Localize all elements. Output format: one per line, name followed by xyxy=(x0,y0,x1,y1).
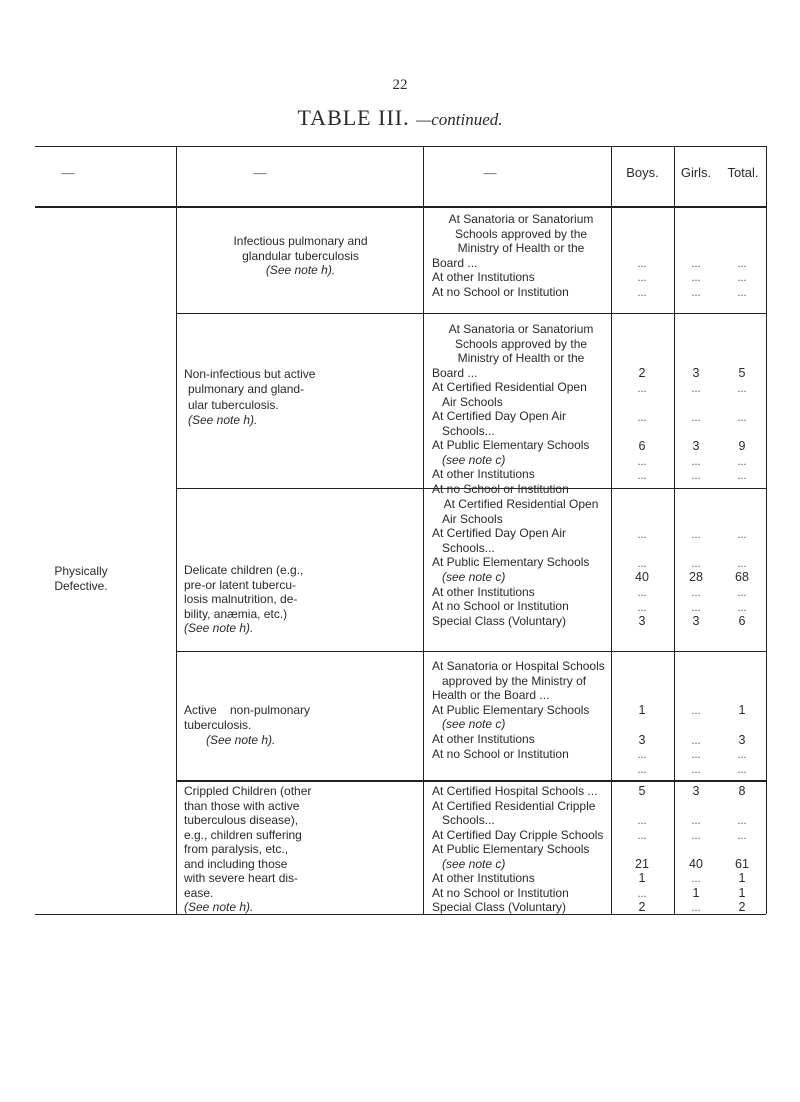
cell-total: 68 xyxy=(735,570,749,584)
col-rule-3 xyxy=(611,146,612,914)
cell-boys: ... xyxy=(637,556,647,570)
placement-line: At Public Elementary Schools xyxy=(432,702,590,717)
placement-line: At other Institutions xyxy=(432,584,535,599)
page-number: 22 xyxy=(392,77,408,93)
cell-boys: 1 xyxy=(638,871,646,885)
cell-total: ... xyxy=(737,410,747,424)
cell-girls: ... xyxy=(691,556,701,570)
group-2-description xyxy=(184,367,419,429)
header-dash-2: — xyxy=(253,165,267,180)
desc-line: from paralysis, etc., xyxy=(184,842,289,856)
desc-line: pulmonary and gland- xyxy=(188,382,305,397)
cell-total: 6 xyxy=(738,614,746,628)
header-dash-3: — xyxy=(483,165,497,180)
placement-line: Schools... xyxy=(442,423,495,438)
cell-girls: 3 xyxy=(692,614,700,628)
desc-line: Non-infectious but active xyxy=(184,367,316,381)
placement-line: Special Class (Voluntary) xyxy=(432,900,567,914)
placement-line: (see note c) xyxy=(442,717,506,732)
cell-total: 61 xyxy=(735,857,749,871)
cell-boys: 3 xyxy=(638,614,646,628)
desc-line: Active non-pulmonary xyxy=(184,703,311,717)
placement-line: Health or the Board ... xyxy=(432,688,550,703)
cell-girls: 1 xyxy=(692,886,700,900)
cell-boys: ... xyxy=(637,256,647,270)
cell-total: ... xyxy=(737,527,747,541)
desc-line: Crippled Children (other xyxy=(184,784,312,798)
cell-total: 9 xyxy=(738,439,746,453)
cell-boys: ... xyxy=(637,828,647,842)
placement-line: Schools approved by the xyxy=(454,336,588,351)
cell-girls: ... xyxy=(691,468,701,482)
placement-line: At Certified Residential Open xyxy=(432,380,587,394)
cell-girls: 3 xyxy=(692,784,700,798)
placement-line: At Certified Day Open Air xyxy=(432,526,567,541)
desc-line: pre-or latent tubercu- xyxy=(184,577,297,592)
cell-girls: ... xyxy=(691,747,701,761)
header-dash-1: — xyxy=(61,165,75,180)
placement-line: (see note c) xyxy=(442,569,506,584)
cell-girls: ... xyxy=(691,900,701,914)
cell-boys: 1 xyxy=(638,703,646,717)
cell-boys: ... xyxy=(637,585,647,599)
group-5-description xyxy=(184,784,419,915)
desc-line: ease. xyxy=(184,885,214,900)
placement-line: At Certified Residential Cripple xyxy=(432,798,596,813)
cell-boys: ... xyxy=(637,381,647,395)
cell-total: ... xyxy=(737,762,747,776)
placement-line: Air Schools xyxy=(442,394,503,409)
placement-line: Special Class (Voluntary) xyxy=(432,613,567,628)
placement-line: At other Institutions xyxy=(432,871,535,885)
cell-boys: ... xyxy=(637,813,647,827)
placement-line: At Public Elementary Schools xyxy=(432,842,590,856)
desc-line: with severe heart dis- xyxy=(184,871,299,885)
category-label xyxy=(36,564,126,593)
desc-line: tuberculosis. xyxy=(184,718,252,732)
cell-girls: ... xyxy=(691,828,701,842)
cell-total: 8 xyxy=(738,784,746,798)
cell-boys: ... xyxy=(637,468,647,482)
cell-boys: 2 xyxy=(638,366,646,380)
top-rule xyxy=(35,146,766,147)
desc-line: (See note h). xyxy=(265,263,336,278)
cell-total: ... xyxy=(737,747,747,761)
desc-line: tuberculous disease), xyxy=(184,813,299,827)
cell-boys: 2 xyxy=(638,900,646,914)
placement-line: At no School or Institution xyxy=(432,284,569,299)
placement-line: At no School or Institution xyxy=(432,599,569,614)
placement-line: At other Institutions xyxy=(432,467,535,481)
cell-girls: ... xyxy=(691,285,701,299)
desc-line: (See note h). xyxy=(188,413,258,428)
group-rule-1 xyxy=(176,313,766,314)
group-3-description xyxy=(184,563,419,636)
header-total: Total. xyxy=(727,165,759,180)
cell-boys: ... xyxy=(637,285,647,299)
cell-total: ... xyxy=(737,270,747,284)
category-line: Defective. xyxy=(54,578,108,593)
cell-girls: ... xyxy=(691,527,701,541)
cell-girls: ... xyxy=(691,733,701,747)
cell-total: 1 xyxy=(738,886,746,900)
table-title-main: TABLE III. xyxy=(297,105,410,130)
desc-line: losis malnutrition, de- xyxy=(184,592,298,607)
desc-line: bility, anæmia, etc.) xyxy=(184,606,288,621)
cell-total: 2 xyxy=(738,900,746,914)
cell-girls: 40 xyxy=(689,857,703,871)
cell-girls: ... xyxy=(691,762,701,776)
cell-girls: ... xyxy=(691,454,701,468)
placement-line: At Certified Residential Open xyxy=(443,497,599,511)
group-2-placements xyxy=(432,322,610,496)
placement-line: At Certified Hospital Schools ... xyxy=(432,784,598,798)
cell-total: ... xyxy=(737,256,747,270)
placement-line: Schools... xyxy=(442,540,495,555)
cell-boys: 40 xyxy=(635,570,649,584)
desc-line: and including those xyxy=(184,856,288,871)
cell-total: ... xyxy=(737,813,747,827)
cell-girls: ... xyxy=(691,600,701,614)
cell-total: 3 xyxy=(738,733,746,747)
header-rule xyxy=(35,206,766,208)
placement-line: At Public Elementary Schools xyxy=(432,438,590,452)
cell-total: 1 xyxy=(738,871,746,885)
cell-total: ... xyxy=(737,600,747,614)
cell-boys: ... xyxy=(637,600,647,614)
placement-line: Board ... xyxy=(432,255,478,270)
desc-line: Delicate children (e.g., xyxy=(184,563,304,577)
cell-total: ... xyxy=(737,381,747,395)
desc-line: (See note h). xyxy=(206,733,276,747)
placement-line: At Public Elementary Schools xyxy=(432,555,590,570)
cell-girls: ... xyxy=(691,585,701,599)
placement-line: At no School or Institution xyxy=(432,481,569,496)
cell-girls: 28 xyxy=(689,570,703,584)
group-3-placements xyxy=(432,497,610,628)
placement-line: At no School or Institution xyxy=(432,885,569,900)
cell-total: ... xyxy=(737,828,747,842)
placement-line: (see note c) xyxy=(442,452,506,467)
placement-line: At other Institutions xyxy=(432,731,535,746)
placement-line: At no School or Institution xyxy=(432,746,569,761)
placement-line: Schools approved by the xyxy=(454,226,588,241)
cell-girls: ... xyxy=(691,256,701,270)
desc-line: glandular tuberculosis xyxy=(242,248,359,263)
group-4-description xyxy=(184,703,419,748)
desc-line: Infectious pulmonary and xyxy=(233,234,368,248)
group-rule-3 xyxy=(176,651,766,652)
cell-girls: ... xyxy=(691,871,701,885)
group-5-placements xyxy=(432,784,610,915)
cell-girls: ... xyxy=(691,703,701,717)
cell-boys: ... xyxy=(637,747,647,761)
cell-total: ... xyxy=(737,468,747,482)
desc-line: than those with active xyxy=(184,798,300,813)
table-title xyxy=(0,105,800,131)
placement-line: approved by the Ministry of xyxy=(442,673,587,688)
cell-girls: 3 xyxy=(692,439,700,453)
cell-total: ... xyxy=(737,556,747,570)
cell-girls: ... xyxy=(691,381,701,395)
category-line: Physically xyxy=(54,564,108,578)
placement-line: Ministry of Health or the xyxy=(457,241,585,256)
cell-girls: ... xyxy=(691,270,701,284)
cell-total: 1 xyxy=(738,703,746,717)
cell-girls: ... xyxy=(691,410,701,424)
cell-boys: ... xyxy=(637,886,647,900)
cell-girls: 3 xyxy=(692,366,700,380)
cell-total: ... xyxy=(737,454,747,468)
placement-line: At Sanatoria or Sanatorium xyxy=(448,322,594,336)
placement-line: Ministry of Health or the xyxy=(457,351,585,365)
group-4-placements xyxy=(432,659,610,761)
cell-boys: ... xyxy=(637,527,647,541)
col-rule-1 xyxy=(176,146,177,914)
group-1-placements xyxy=(432,212,610,300)
cell-boys: 5 xyxy=(638,784,646,798)
cell-total: ... xyxy=(737,285,747,299)
placement-line: At other Institutions xyxy=(432,270,535,285)
desc-line: (See note h). xyxy=(184,621,254,636)
table-title-continued: —continued. xyxy=(416,110,503,129)
cell-boys: 6 xyxy=(638,439,646,453)
desc-line: ular tuberculosis. xyxy=(188,397,279,412)
placement-line: At Certified Day Open Air xyxy=(432,409,567,423)
cell-boys: 3 xyxy=(638,733,646,747)
cell-boys: ... xyxy=(637,762,647,776)
desc-line: e.g., children suffering xyxy=(184,827,302,842)
header-girls: Girls. xyxy=(680,165,712,180)
placement-line: At Certified Day Cripple Schools xyxy=(432,827,604,842)
placement-line: At Sanatoria or Hospital Schools xyxy=(432,659,605,673)
col-rule-2 xyxy=(423,146,424,914)
header-boys: Boys. xyxy=(626,165,659,180)
cell-total: ... xyxy=(737,585,747,599)
cell-boys: ... xyxy=(637,454,647,468)
cell-boys: ... xyxy=(637,410,647,424)
group-1-description xyxy=(178,234,423,278)
cell-girls: ... xyxy=(691,813,701,827)
placement-line: Board ... xyxy=(432,365,478,380)
desc-line: (See note h). xyxy=(184,900,254,914)
placement-line: At Sanatoria or Sanatorium xyxy=(448,212,594,226)
cell-boys: 21 xyxy=(635,857,649,871)
cell-total: 5 xyxy=(738,366,746,380)
placement-line: Schools... xyxy=(442,813,495,827)
placement-line: (see note c) xyxy=(442,856,506,871)
cell-boys: ... xyxy=(637,270,647,284)
placement-line: Air Schools xyxy=(442,511,503,526)
group-rule-4 xyxy=(176,780,766,782)
